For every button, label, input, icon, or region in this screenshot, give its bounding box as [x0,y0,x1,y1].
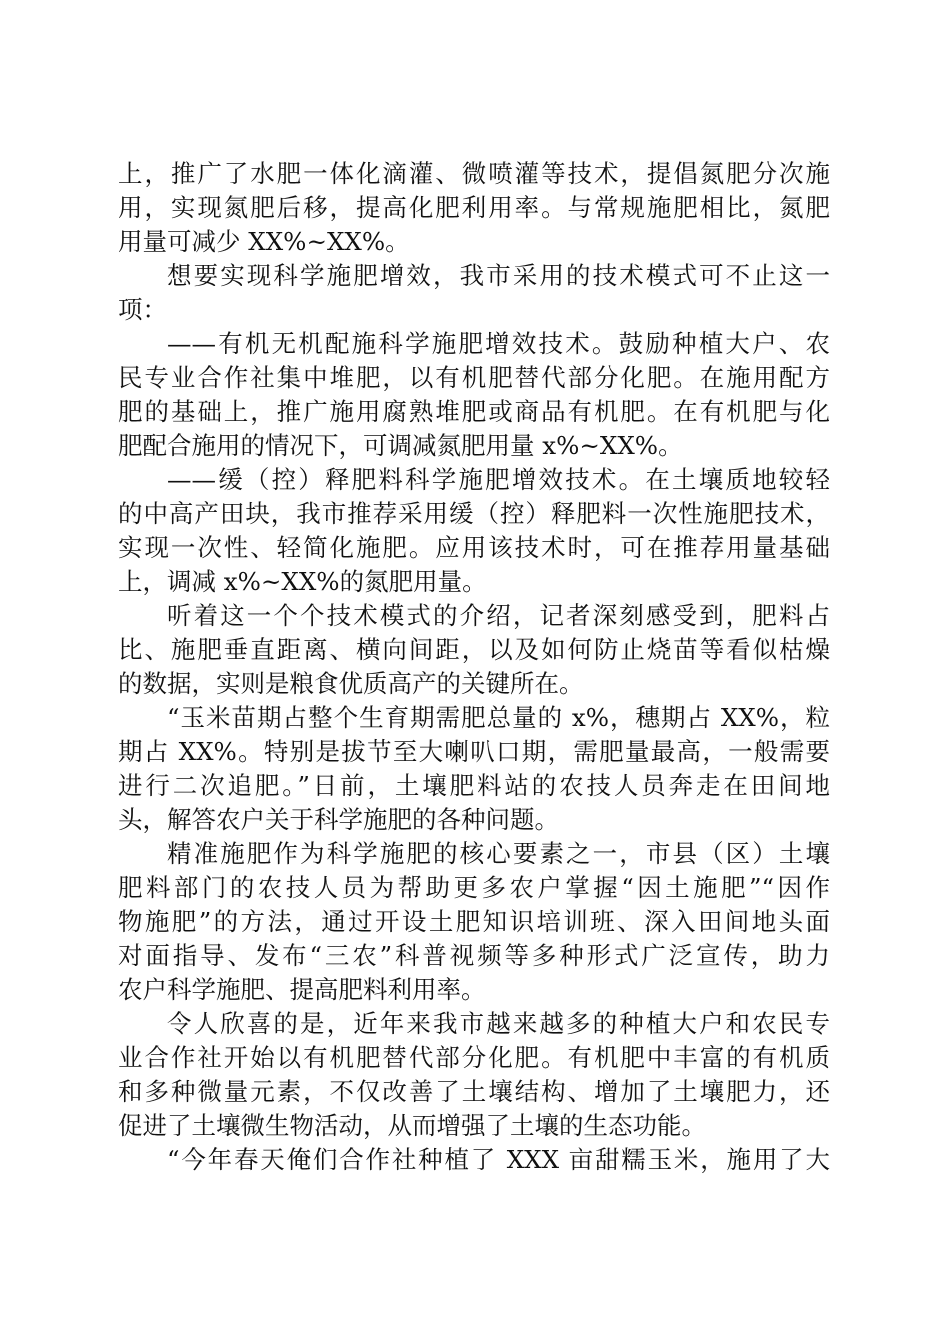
paragraph-first-line: “今年春天俺们合作社种植了 XXX 亩甜糯玉米，施用了大 [167,1145,830,1174]
text-line: 民专业合作社集中堆肥，以有机肥替代部分化肥。在施用配方 [118,363,830,392]
text-line: 业合作社开始以有机肥替代部分化肥。有机肥中丰富的有机质 [118,1043,830,1072]
text-line: 上，推广了水肥一体化滴灌、微喷灌等技术，提倡氮肥分次施 [118,159,830,188]
text-line: 肥配合施用的情况下，可调减氮肥用量 x%~XX%。 [118,431,683,460]
paragraph-first-line: 想要实现科学施肥增效，我市采用的技术模式可不止这一 [167,261,830,290]
paragraph-first-line: 听着这一个个技术模式的介绍，记者深刻感受到，肥料占 [167,601,830,630]
text-line: 农户科学施肥、提高肥料利用率。 [118,975,486,1004]
text-line: 的数据，实则是粮食优质高产的关键所在。 [118,669,584,698]
text-line: 肥的基础上，推广施用腐熟堆肥或商品有机肥。在有机肥与化 [118,397,830,426]
paragraph-first-line: “玉米苗期占整个生育期需肥总量的 x%，穗期占 XX%，粒 [167,703,830,732]
text-line: 物施肥”的方法，通过开设土肥知识培训班、深入田间地头面 [118,907,830,936]
text-line: 的中高产田块，我市推荐采用缓（控）释肥料一次性施肥技术， [118,499,830,528]
text-line: 用量可减少 XX%~XX%。 [118,227,410,256]
text-line: 实现一次性、轻简化施肥。应用该技术时，可在推荐用量基础 [118,533,830,562]
paragraph-first-line: 令人欣喜的是，近年来我市越来越多的种植大户和农民专 [167,1009,830,1038]
text-line: 肥料部门的农技人员为帮助更多农户掌握“因土施肥”“因作 [118,873,830,902]
text-line: 比、施肥垂直距离、横向间距，以及如何防止烧苗等看似枯燥 [118,635,830,664]
text-line: 项： [118,295,167,324]
text-line: 进行二次追肥。”日前，土壤肥料站的农技人员奔走在田间地 [118,771,830,800]
text-line: 期占 XX%。特别是拔节至大喇叭口期，需肥量最高，一般需要 [118,737,830,766]
paragraph-first-line: 精准施肥作为科学施肥的核心要素之一，市县（区）土壤 [167,839,830,868]
text-line: 头，解答农户关于科学施肥的各种问题。 [118,805,559,834]
paragraph-first-line: ——有机无机配施科学施肥增效技术。鼓励种植大户、农 [167,329,830,358]
text-line: 和多种微量元素，不仅改善了土壤结构、增加了土壤肥力，还 [118,1077,830,1106]
text-line: 上，调减 x%~XX%的氮肥用量。 [118,567,487,596]
text-line: 对面指导、发布“三农”科普视频等多种形式广泛宣传，助力 [118,941,830,970]
text-line: 促进了土壤微生物活动，从而增强了土壤的生态功能。 [118,1111,706,1140]
text-line: 用，实现氮肥后移，提高化肥利用率。与常规施肥相比，氮肥 [118,193,830,222]
paragraph-first-line: ——缓（控）释肥料科学施肥增效技术。在土壤质地较轻 [167,465,830,494]
